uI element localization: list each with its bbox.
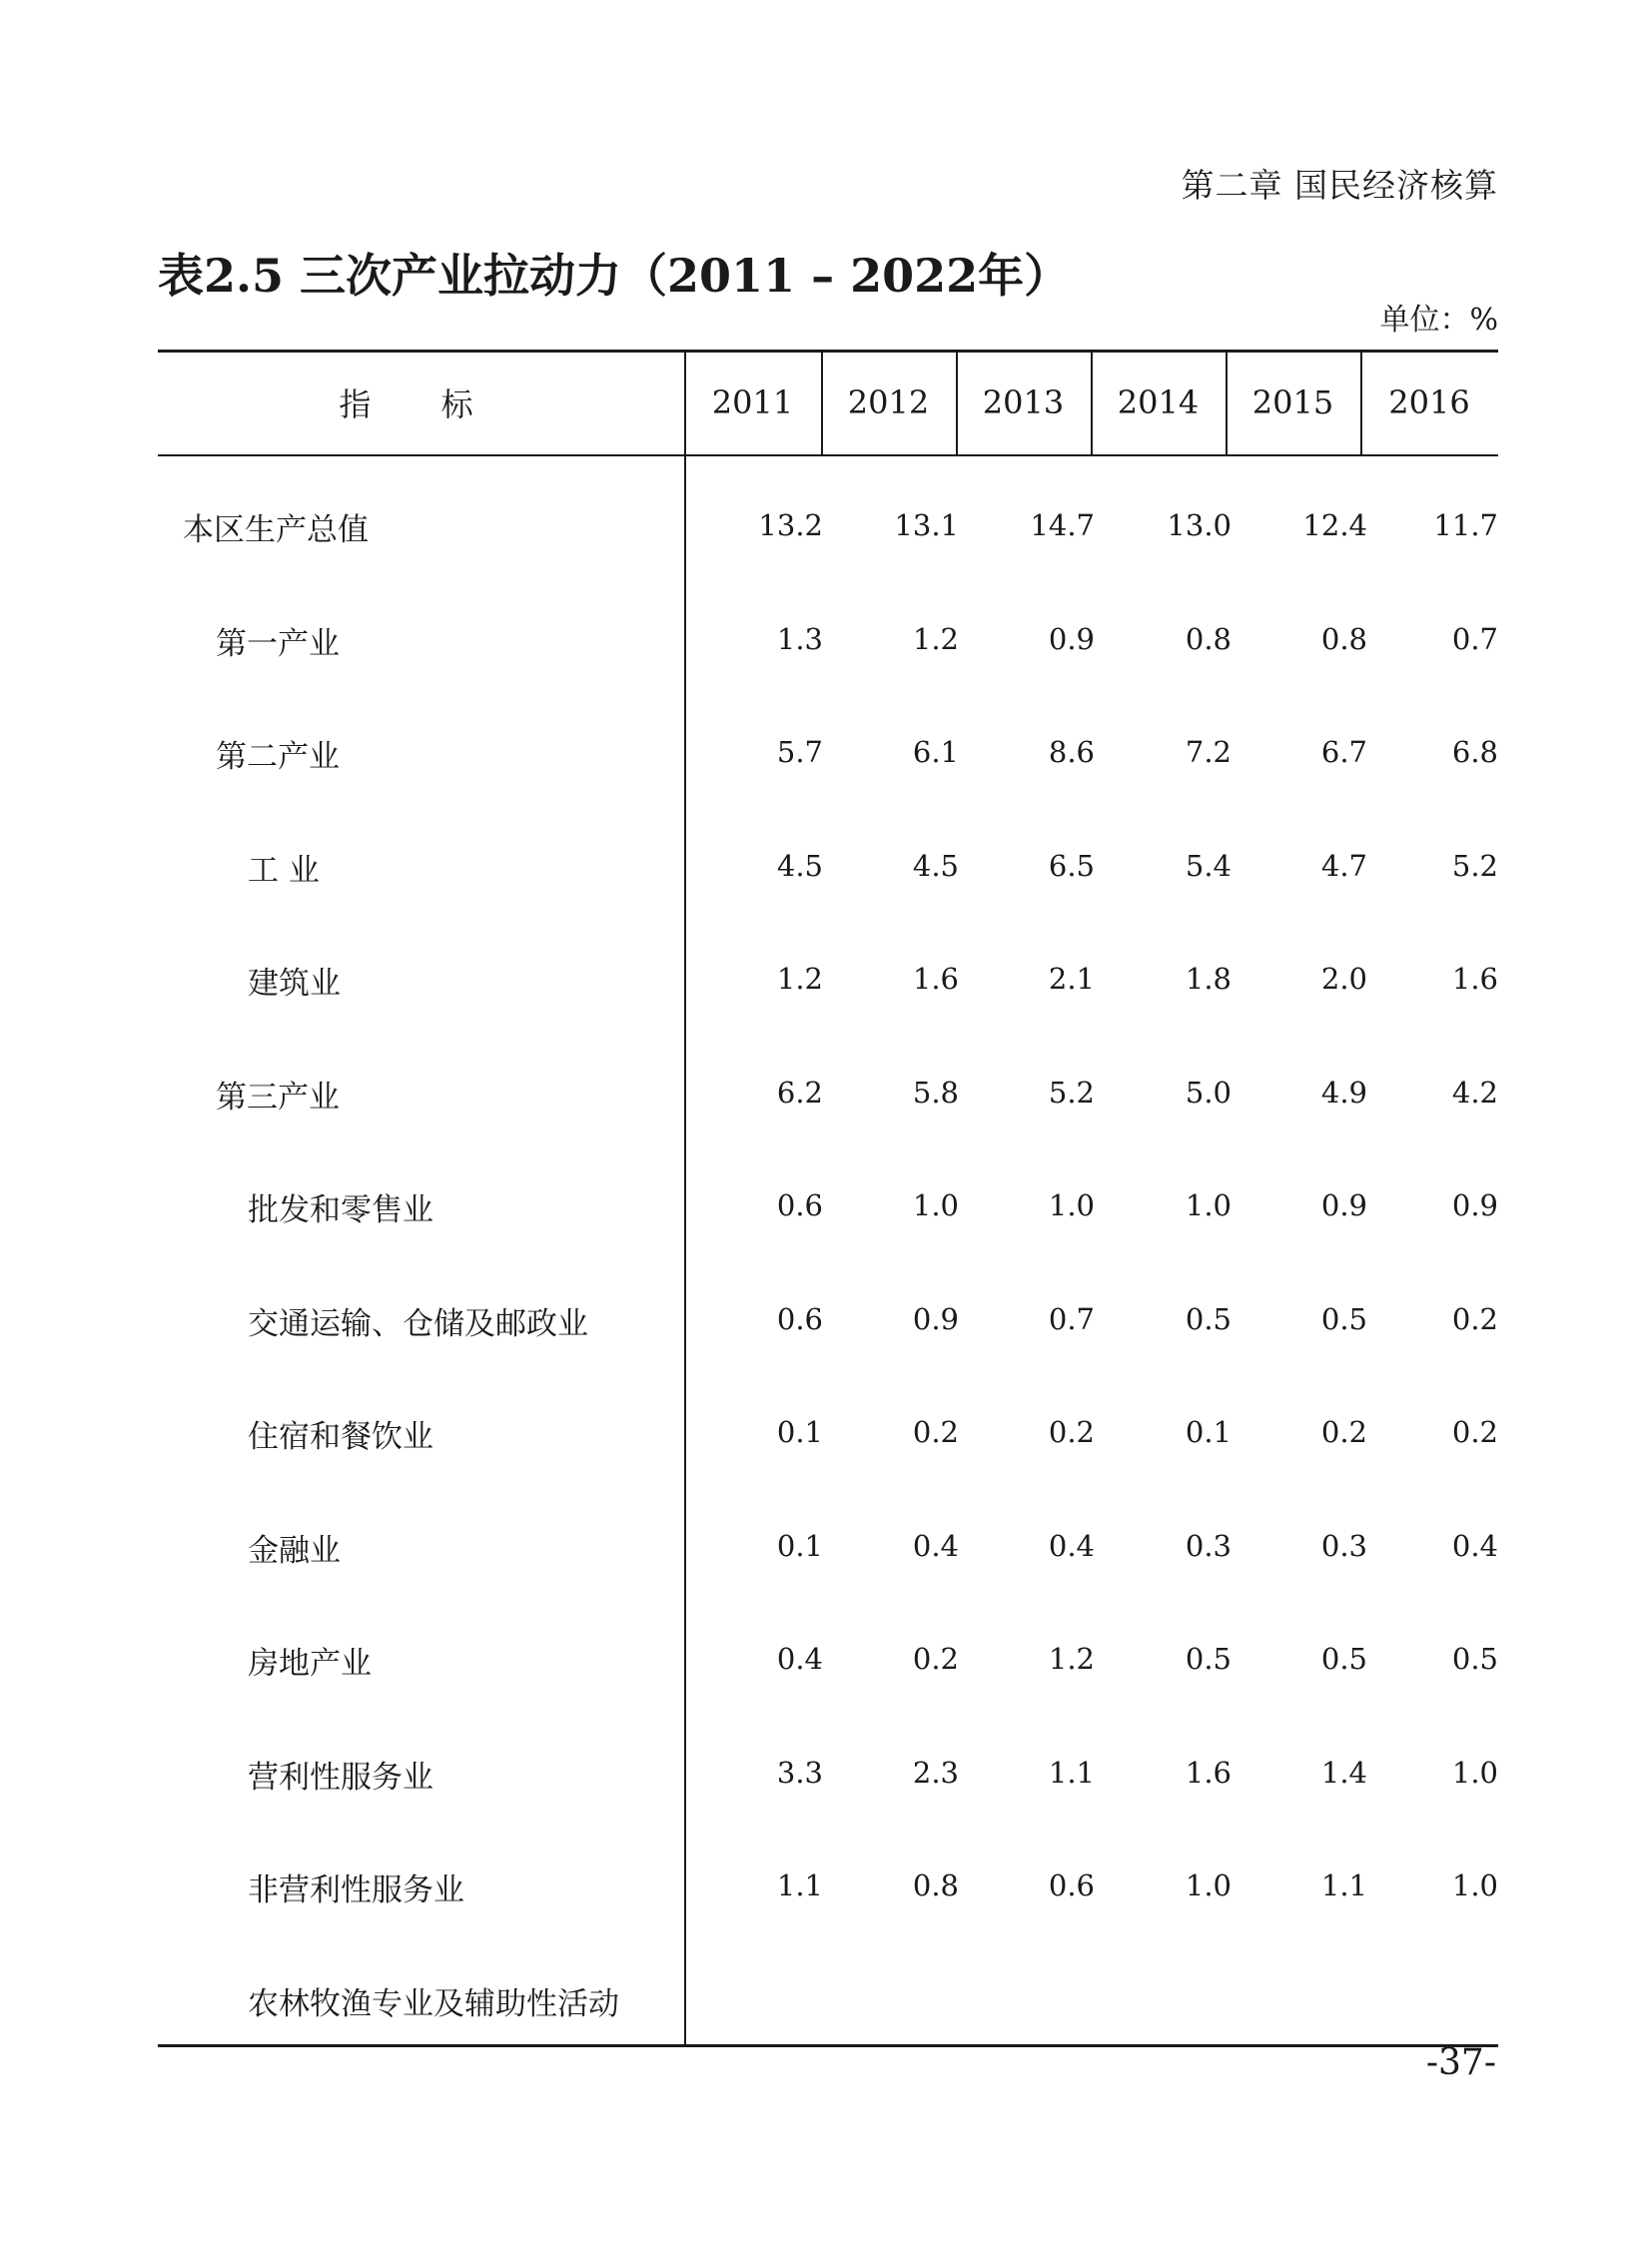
year-header: 2016 xyxy=(1388,383,1470,421)
value-cell: 13.2 xyxy=(758,508,823,542)
value-cell: 0.9 xyxy=(1451,1188,1498,1222)
value-cell: 0.3 xyxy=(1185,1528,1232,1563)
table-row xyxy=(158,1978,1498,2038)
year-column-divider xyxy=(1091,350,1093,455)
row-label: 本区生产总值 xyxy=(183,512,369,548)
value-cell: 0.7 xyxy=(1451,621,1498,656)
value-cell: 1.4 xyxy=(1320,1755,1367,1790)
year-header: 2011 xyxy=(711,383,794,421)
value-cell: 4.2 xyxy=(1451,1075,1498,1110)
value-cell: 6.8 xyxy=(1451,735,1498,769)
value-cell: 5.8 xyxy=(912,1075,959,1110)
value-cell: 1.0 xyxy=(1185,1868,1232,1902)
value-cell: 0.6 xyxy=(776,1301,823,1336)
year-column-divider xyxy=(821,350,823,455)
value-cell: 0.1 xyxy=(1185,1415,1232,1449)
value-cell: 0.8 xyxy=(1185,621,1232,656)
row-label: 工 业 xyxy=(248,852,320,889)
value-cell: 2.3 xyxy=(912,1755,959,1790)
row-label: 批发和零售业 xyxy=(248,1192,433,1228)
value-cell: 6.2 xyxy=(776,1075,823,1110)
table-row xyxy=(158,1184,1498,1244)
page-number: -37- xyxy=(1425,2042,1496,2083)
value-cell: 5.2 xyxy=(1048,1075,1095,1110)
value-cell: 1.1 xyxy=(1048,1755,1095,1790)
year-column-divider xyxy=(1226,350,1228,455)
value-cell: 1.3 xyxy=(776,621,823,656)
value-cell: 1.2 xyxy=(912,621,959,656)
year-header: 2015 xyxy=(1251,383,1334,421)
value-cell: 3.3 xyxy=(776,1755,823,1790)
unit-label: 单位：% xyxy=(1379,303,1498,338)
value-cell: 0.4 xyxy=(776,1642,823,1676)
table-row xyxy=(158,1638,1498,1698)
value-cell: 1.2 xyxy=(776,962,823,996)
row-label: 第三产业 xyxy=(216,1079,340,1116)
year-column-divider xyxy=(1360,350,1362,455)
value-cell: 5.2 xyxy=(1451,848,1498,883)
table-row xyxy=(158,618,1498,678)
value-cell: 1.6 xyxy=(912,962,959,996)
row-label: 第一产业 xyxy=(216,625,340,662)
value-cell: 2.0 xyxy=(1320,962,1367,996)
value-cell: 0.5 xyxy=(1185,1642,1232,1676)
table-title: 表2.5 三次产业拉动力（2011 – 2022年） xyxy=(158,249,1071,303)
value-cell: 1.0 xyxy=(1451,1755,1498,1790)
value-cell: 0.2 xyxy=(912,1415,959,1449)
value-cell: 0.6 xyxy=(1048,1868,1095,1902)
value-cell: 0.9 xyxy=(1048,621,1095,656)
value-cell: 5.0 xyxy=(1185,1075,1232,1110)
value-cell: 0.4 xyxy=(1451,1528,1498,1563)
value-cell: 1.6 xyxy=(1185,1755,1232,1790)
row-label: 房地产业 xyxy=(248,1646,372,1682)
value-cell: 1.0 xyxy=(1185,1188,1232,1222)
value-cell: 5.7 xyxy=(776,735,823,769)
value-cell: 4.5 xyxy=(776,848,823,883)
value-cell: 1.8 xyxy=(1185,962,1232,996)
value-cell: 0.9 xyxy=(1320,1188,1367,1222)
value-cell: 0.4 xyxy=(912,1528,959,1563)
year-header: 2014 xyxy=(1117,383,1200,421)
value-cell: 6.1 xyxy=(912,735,959,769)
value-cell: 7.2 xyxy=(1185,735,1232,769)
row-label: 非营利性服务业 xyxy=(248,1872,464,1908)
table-row xyxy=(158,731,1498,791)
value-cell: 0.5 xyxy=(1185,1301,1232,1336)
value-cell: 0.2 xyxy=(1451,1301,1498,1336)
value-cell: 4.5 xyxy=(912,848,959,883)
row-label: 营利性服务业 xyxy=(248,1759,433,1796)
value-cell: 0.9 xyxy=(912,1301,959,1336)
value-cell: 6.7 xyxy=(1320,735,1367,769)
row-label: 金融业 xyxy=(248,1532,341,1569)
value-cell: 0.7 xyxy=(1048,1301,1095,1336)
table-row xyxy=(158,1525,1498,1585)
value-cell: 1.1 xyxy=(1320,1868,1367,1902)
row-label: 建筑业 xyxy=(248,966,341,1002)
table-row xyxy=(158,1072,1498,1131)
value-cell: 0.2 xyxy=(1320,1415,1367,1449)
value-cell: 12.4 xyxy=(1302,508,1367,542)
value-cell: 0.5 xyxy=(1320,1642,1367,1676)
chapter-header: 第二章 国民经济核算 xyxy=(1181,166,1498,205)
table-row xyxy=(158,845,1498,905)
value-cell: 0.2 xyxy=(1048,1415,1095,1449)
value-cell: 0.1 xyxy=(776,1528,823,1563)
table-row xyxy=(158,1752,1498,1812)
value-cell: 0.8 xyxy=(1320,621,1367,656)
table-row xyxy=(158,1411,1498,1471)
value-cell: 6.5 xyxy=(1048,848,1095,883)
value-cell: 0.2 xyxy=(1451,1415,1498,1449)
value-cell: 0.4 xyxy=(1048,1528,1095,1563)
value-cell: 4.7 xyxy=(1320,848,1367,883)
value-cell: 1.0 xyxy=(1048,1188,1095,1222)
year-header: 2013 xyxy=(982,383,1065,421)
value-cell: 1.0 xyxy=(1451,1868,1498,1902)
table-row xyxy=(158,1865,1498,1924)
value-cell: 1.1 xyxy=(776,1868,823,1902)
value-cell: 1.2 xyxy=(1048,1642,1095,1676)
bottom-rule xyxy=(158,2044,1498,2047)
value-cell: 0.5 xyxy=(1451,1642,1498,1676)
value-cell: 0.6 xyxy=(776,1188,823,1222)
value-cell: 0.3 xyxy=(1320,1528,1367,1563)
value-cell: 13.1 xyxy=(894,508,959,542)
row-label: 住宿和餐饮业 xyxy=(248,1419,433,1455)
indicator-header: 指 标 xyxy=(339,385,503,423)
row-label: 第二产业 xyxy=(216,739,340,775)
value-cell: 1.0 xyxy=(912,1188,959,1222)
table-row xyxy=(158,958,1498,1018)
value-cell: 11.7 xyxy=(1433,508,1498,542)
year-header: 2012 xyxy=(847,383,930,421)
value-cell: 0.5 xyxy=(1320,1301,1367,1336)
value-cell: 8.6 xyxy=(1048,735,1095,769)
value-cell: 0.8 xyxy=(912,1868,959,1902)
value-cell: 0.1 xyxy=(776,1415,823,1449)
year-column-divider xyxy=(956,350,958,455)
value-cell: 13.0 xyxy=(1167,508,1232,542)
value-cell: 5.4 xyxy=(1185,848,1232,883)
row-label: 交通运输、仓储及邮政业 xyxy=(248,1305,588,1342)
data-table xyxy=(158,350,1498,2049)
value-cell: 14.7 xyxy=(1030,508,1095,542)
value-cell: 1.6 xyxy=(1451,962,1498,996)
value-cell: 0.2 xyxy=(912,1642,959,1676)
value-cell: 2.1 xyxy=(1048,962,1095,996)
table-row xyxy=(158,1298,1498,1358)
table-row xyxy=(158,504,1498,564)
value-cell: 4.9 xyxy=(1320,1075,1367,1110)
row-label: 农林牧渔专业及辅助性活动 xyxy=(248,1985,619,2022)
